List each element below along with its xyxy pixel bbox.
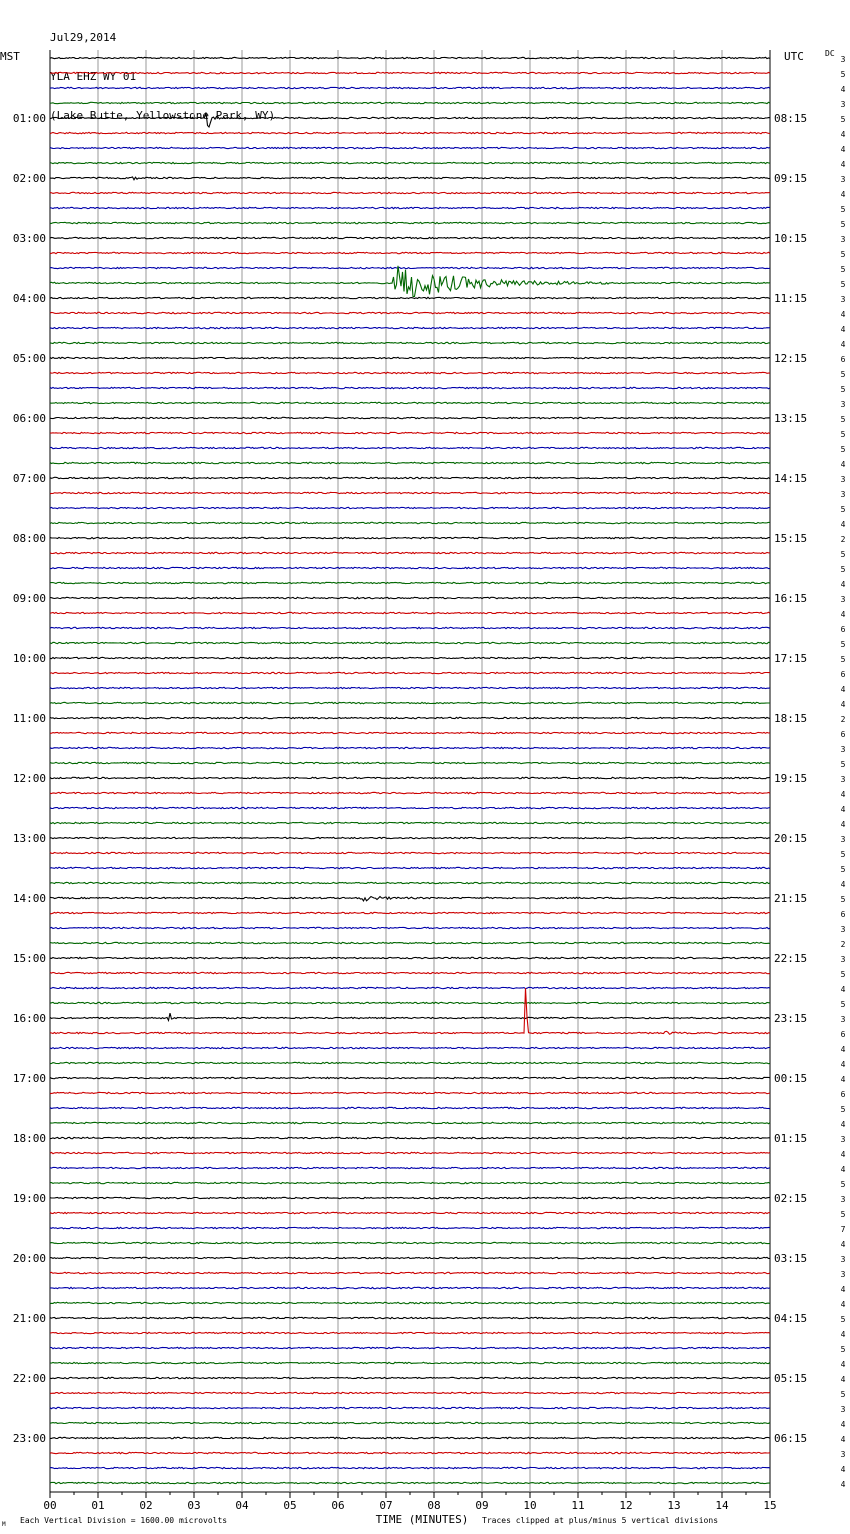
right-hour-label: 12:15 — [774, 352, 808, 365]
trace-line — [50, 102, 770, 103]
dc-offset-label: 3 — [840, 235, 846, 244]
x-tick-label: 01 — [91, 1499, 105, 1512]
right-hour-label: 10:15 — [774, 232, 808, 245]
x-tick-label: 00 — [43, 1499, 57, 1512]
left-hour-label: 16:00 — [12, 1012, 46, 1025]
trace-line — [50, 747, 770, 748]
x-tick-label: 04 — [235, 1499, 249, 1512]
left-hour-label: 05:00 — [12, 352, 46, 365]
header-date: Jul29,2014 — [50, 31, 117, 44]
trace-line — [50, 972, 770, 973]
dc-offset-label: 7 — [840, 1225, 846, 1234]
left-hour-label: 10:00 — [12, 652, 46, 665]
trace-line — [50, 252, 770, 253]
trace-line — [50, 777, 770, 778]
dc-offset-label: 4 — [840, 1165, 846, 1174]
trace-line — [50, 192, 770, 193]
dc-offset-label: 4 — [840, 985, 846, 994]
header-station: YLA EHZ WY 01 — [50, 70, 137, 83]
trace-line — [50, 897, 770, 901]
left-hour-label: 19:00 — [12, 1192, 46, 1205]
left-hour-label: 04:00 — [12, 292, 46, 305]
trace-line — [50, 1422, 770, 1423]
dc-offset-label: 5 — [840, 1345, 846, 1354]
trace-line — [50, 162, 770, 163]
dc-offset-label: 5 — [840, 370, 846, 379]
left-hour-label: 01:00 — [12, 112, 46, 125]
left-timezone-label: MST — [0, 50, 20, 63]
dc-offset-label: 4 — [840, 580, 846, 589]
x-axis-label: TIME (MINUTES) — [375, 1513, 469, 1526]
trace-line — [50, 417, 770, 418]
dc-offset-label: 3 — [840, 595, 846, 604]
left-hour-label: 15:00 — [12, 952, 46, 965]
trace-line — [50, 988, 770, 1034]
dc-offset-label: 4 — [840, 1480, 846, 1489]
trace-line — [50, 1347, 770, 1348]
dc-offset-label: 4 — [840, 820, 846, 829]
right-hour-label: 09:15 — [774, 172, 808, 185]
dc-offset-label: 4 — [840, 160, 846, 169]
trace-line — [50, 1013, 770, 1020]
dc-label: DC — [825, 49, 835, 58]
dc-offset-label: 5 — [840, 865, 846, 874]
x-tick-label: 10 — [523, 1499, 537, 1512]
dc-offset-label: 4 — [840, 1120, 846, 1129]
left-hour-label: 03:00 — [12, 232, 46, 245]
trace-line — [50, 762, 770, 763]
dc-offset-label: 3 — [840, 490, 846, 499]
dc-offset-label: 4 — [840, 1045, 846, 1054]
x-tick-label: 06 — [331, 1499, 345, 1512]
x-tick-label: 05 — [283, 1499, 297, 1512]
dc-offset-label: 4 — [840, 310, 846, 319]
dc-offset-label: 3 — [840, 745, 846, 754]
trace-line — [50, 597, 770, 598]
trace-line — [50, 1332, 770, 1333]
dc-offset-label: 5 — [840, 220, 846, 229]
dc-offset-label: 4 — [840, 340, 846, 349]
right-hour-label: 04:15 — [774, 1312, 808, 1325]
trace-line — [50, 507, 770, 508]
trace-line — [50, 342, 770, 343]
dc-offset-label: 5 — [840, 250, 846, 259]
x-tick-label: 13 — [667, 1499, 681, 1512]
trace-line — [50, 942, 770, 943]
x-tick-label: 09 — [475, 1499, 489, 1512]
right-hour-label: 01:15 — [774, 1132, 808, 1145]
dc-offset-label: 6 — [840, 670, 846, 679]
dc-offset-label: 4 — [840, 805, 846, 814]
left-hour-label: 21:00 — [12, 1312, 46, 1325]
dc-offset-label: 5 — [840, 70, 846, 79]
dc-offset-label: 5 — [840, 640, 846, 649]
dc-offset-label: 5 — [840, 1105, 846, 1114]
dc-offset-label: 5 — [840, 1210, 846, 1219]
trace-line — [50, 432, 770, 433]
dc-offset-label: 4 — [840, 145, 846, 154]
trace-line — [50, 402, 770, 403]
left-hour-label: 08:00 — [12, 532, 46, 545]
dc-offset-label: 3 — [840, 1450, 846, 1459]
left-hour-label: 13:00 — [12, 832, 46, 845]
trace-line — [50, 132, 770, 133]
dc-offset-label: 4 — [840, 1150, 846, 1159]
dc-offset-label: 4 — [840, 130, 846, 139]
trace-line — [50, 837, 770, 838]
trace-line — [50, 266, 770, 297]
trace-line — [50, 57, 770, 58]
trace-line — [50, 72, 770, 73]
left-hour-label: 06:00 — [12, 412, 46, 425]
left-hour-label: 12:00 — [12, 772, 46, 785]
right-hour-label: 14:15 — [774, 472, 808, 485]
x-tick-label: 08 — [427, 1499, 441, 1512]
trace-line — [50, 87, 770, 88]
dc-offset-label: 3 — [840, 775, 846, 784]
left-hour-label: 14:00 — [12, 892, 46, 905]
dc-offset-label: 4 — [840, 85, 846, 94]
dc-offset-label: 3 — [840, 1270, 846, 1279]
dc-offset-label: 5 — [840, 430, 846, 439]
x-tick-label: 07 — [379, 1499, 393, 1512]
dc-offset-label: 4 — [840, 1435, 846, 1444]
dc-offset-label: 6 — [840, 910, 846, 919]
trace-line — [50, 957, 770, 958]
trace-line — [50, 927, 770, 928]
left-hour-label: 02:00 — [12, 172, 46, 185]
trace-line — [50, 1167, 770, 1168]
dc-offset-label: 5 — [840, 445, 846, 454]
dc-offset-label: 5 — [840, 895, 846, 904]
dc-offset-label: 5 — [840, 385, 846, 394]
trace-line — [50, 687, 770, 688]
dc-offset-label: 4 — [840, 685, 846, 694]
left-hour-label: 23:00 — [12, 1432, 46, 1445]
dc-offset-label: 3 — [840, 1195, 846, 1204]
right-hour-label: 23:15 — [774, 1012, 808, 1025]
dc-offset-label: 2 — [840, 535, 846, 544]
dc-offset-label: 4 — [840, 880, 846, 889]
dc-offset-label: 3 — [840, 1135, 846, 1144]
dc-offset-label: 4 — [840, 700, 846, 709]
dc-offset-label: 3 — [840, 295, 846, 304]
trace-line — [50, 1092, 770, 1093]
dc-offset-label: 5 — [840, 1180, 846, 1189]
dc-offset-label: 4 — [840, 790, 846, 799]
trace-line — [50, 1482, 770, 1483]
footer-scale-note: Each Vertical Division = 1600.00 microvolts — [20, 1516, 228, 1525]
trace-line — [50, 1467, 770, 1468]
dc-offset-label: 4 — [840, 325, 846, 334]
trace-line — [50, 112, 770, 127]
trace-line — [50, 1452, 770, 1453]
trace-line — [50, 1227, 770, 1228]
dc-offset-label: 5 — [840, 415, 846, 424]
right-hour-label: 21:15 — [774, 892, 808, 905]
left-hour-label: 07:00 — [12, 472, 46, 485]
right-hour-label: 00:15 — [774, 1072, 808, 1085]
trace-line — [50, 1287, 770, 1288]
dc-offset-label: 6 — [840, 355, 846, 364]
dc-offset-label: 4 — [840, 1330, 846, 1339]
trace-line — [50, 582, 770, 583]
dc-offset-label: 3 — [840, 1015, 846, 1024]
right-hour-label: 22:15 — [774, 952, 808, 965]
dc-offset-label: 3 — [840, 955, 846, 964]
dc-offset-label: 6 — [840, 1090, 846, 1099]
trace-line — [50, 1062, 770, 1063]
right-hour-label: 02:15 — [774, 1192, 808, 1205]
trace-line — [50, 267, 770, 268]
trace-line — [50, 1002, 770, 1003]
x-tick-label: 12 — [619, 1499, 633, 1512]
trace-line — [50, 642, 770, 643]
trace-line — [50, 1212, 770, 1213]
dc-offset-label: 4 — [840, 1285, 846, 1294]
trace-line — [50, 852, 770, 853]
dc-offset-label: 5 — [840, 115, 846, 124]
footer-mark: M — [2, 1521, 6, 1528]
dc-offset-label: 5 — [840, 760, 846, 769]
dc-offset-label: 3 — [840, 925, 846, 934]
trace-line — [50, 1122, 770, 1123]
left-hour-label: 18:00 — [12, 1132, 46, 1145]
dc-offset-label: 5 — [840, 505, 846, 514]
x-tick-label: 03 — [187, 1499, 201, 1512]
right-hour-label: 20:15 — [774, 832, 808, 845]
trace-line — [50, 867, 770, 868]
dc-offset-label: 2 — [840, 940, 846, 949]
right-hour-label: 15:15 — [774, 532, 808, 545]
trace-line — [50, 462, 770, 463]
dc-offset-label: 4 — [840, 1240, 846, 1249]
trace-line — [50, 912, 770, 913]
dc-offset-label: 5 — [840, 1315, 846, 1324]
dc-offset-label: 3 — [840, 400, 846, 409]
dc-offset-label: 3 — [840, 1255, 846, 1264]
right-hour-label: 16:15 — [774, 592, 808, 605]
dc-offset-label: 5 — [840, 1390, 846, 1399]
trace-line — [50, 237, 770, 238]
trace-line — [50, 657, 770, 658]
dc-offset-label: 3 — [840, 55, 846, 64]
x-tick-label: 15 — [763, 1499, 777, 1512]
trace-line — [50, 522, 770, 523]
dc-offset-label: 4 — [840, 1420, 846, 1429]
dc-offset-label: 5 — [840, 265, 846, 274]
trace-line — [50, 387, 770, 388]
trace-line — [50, 1362, 770, 1363]
dc-offset-label: 5 — [840, 1000, 846, 1009]
trace-line — [50, 552, 770, 553]
dc-offset-label: 4 — [840, 610, 846, 619]
dc-offset-label: 6 — [840, 730, 846, 739]
header-location: (Lake Butte, Yellowstone Park, WY) — [50, 109, 276, 122]
dc-offset-label: 4 — [840, 1075, 846, 1084]
dc-offset-label: 5 — [840, 655, 846, 664]
right-hour-label: 06:15 — [774, 1432, 808, 1445]
trace-line — [50, 537, 770, 538]
trace-line — [50, 177, 770, 180]
trace-line — [50, 822, 770, 823]
footer-clip-note: Traces clipped at plus/minus 5 vertical divisions — [482, 1516, 719, 1525]
trace-line — [50, 1272, 770, 1273]
dc-offset-label: 4 — [840, 190, 846, 199]
trace-line — [50, 372, 770, 373]
trace-line — [50, 1392, 770, 1393]
trace-line — [50, 447, 770, 448]
trace-line — [50, 1407, 770, 1408]
dc-offset-label: 4 — [840, 460, 846, 469]
right-hour-label: 18:15 — [774, 712, 808, 725]
dc-offset-label: 4 — [840, 1375, 846, 1384]
right-timezone-label: UTC — [784, 50, 804, 63]
right-hour-label: 13:15 — [774, 412, 808, 425]
trace-line — [50, 672, 770, 673]
dc-offset-label: 4 — [840, 1360, 846, 1369]
dc-offset-label: 5 — [840, 565, 846, 574]
trace-line — [50, 717, 770, 718]
trace-line — [50, 882, 770, 883]
x-tick-label: 14 — [715, 1499, 729, 1512]
trace-line — [50, 1377, 770, 1378]
trace-line — [50, 1137, 770, 1138]
trace-line — [50, 1182, 770, 1183]
trace-line — [50, 1317, 770, 1318]
right-hour-label: 19:15 — [774, 772, 808, 785]
trace-line — [50, 702, 770, 703]
trace-line — [50, 1257, 770, 1258]
x-tick-label: 02 — [139, 1499, 153, 1512]
dc-offset-label: 5 — [840, 550, 846, 559]
dc-offset-label: 5 — [840, 280, 846, 289]
trace-line — [50, 1047, 770, 1048]
trace-line — [50, 1242, 770, 1243]
right-hour-label: 11:15 — [774, 292, 808, 305]
trace-line — [50, 222, 770, 223]
right-hour-label: 03:15 — [774, 1252, 808, 1265]
dc-offset-label: 6 — [840, 625, 846, 634]
right-hour-label: 17:15 — [774, 652, 808, 665]
dc-offset-label: 5 — [840, 970, 846, 979]
left-hour-label: 20:00 — [12, 1252, 46, 1265]
dc-offset-label: 5 — [840, 850, 846, 859]
trace-line — [50, 1152, 770, 1153]
left-hour-label: 17:00 — [12, 1072, 46, 1085]
trace-line — [50, 987, 770, 988]
trace-line — [50, 147, 770, 148]
x-tick-label: 11 — [571, 1499, 585, 1512]
right-hour-label: 05:15 — [774, 1372, 808, 1385]
trace-line — [50, 732, 770, 733]
dc-offset-label: 3 — [840, 475, 846, 484]
dc-offset-label: 3 — [840, 1405, 846, 1414]
trace-line — [50, 357, 770, 358]
trace-line — [50, 1107, 770, 1108]
trace-line — [50, 477, 770, 478]
trace-line — [50, 1302, 770, 1303]
dc-offset-label: 4 — [840, 1300, 846, 1309]
trace-line — [50, 327, 770, 328]
trace-line — [50, 627, 770, 628]
trace-line — [50, 612, 770, 613]
dc-offset-label: 4 — [840, 1060, 846, 1069]
dc-offset-label: 4 — [840, 520, 846, 529]
trace-line — [50, 312, 770, 313]
trace-line — [50, 207, 770, 208]
trace-line — [50, 567, 770, 568]
dc-offset-label: 2 — [840, 715, 846, 724]
trace-line — [50, 1077, 770, 1078]
dc-offset-label: 4 — [840, 1465, 846, 1474]
left-hour-label: 22:00 — [12, 1372, 46, 1385]
dc-offset-label: 3 — [840, 100, 846, 109]
left-hour-label: 09:00 — [12, 592, 46, 605]
dc-offset-label: 5 — [840, 205, 846, 214]
trace-line — [50, 807, 770, 808]
dc-offset-label: 3 — [840, 835, 846, 844]
trace-line — [50, 297, 770, 298]
dc-offset-label: 6 — [840, 1030, 846, 1039]
trace-line — [50, 792, 770, 793]
dc-offset-label: 3 — [840, 175, 846, 184]
right-hour-label: 08:15 — [774, 112, 808, 125]
trace-line — [50, 1197, 770, 1198]
trace-line — [50, 1437, 770, 1438]
trace-line — [50, 492, 770, 493]
left-hour-label: 11:00 — [12, 712, 46, 725]
